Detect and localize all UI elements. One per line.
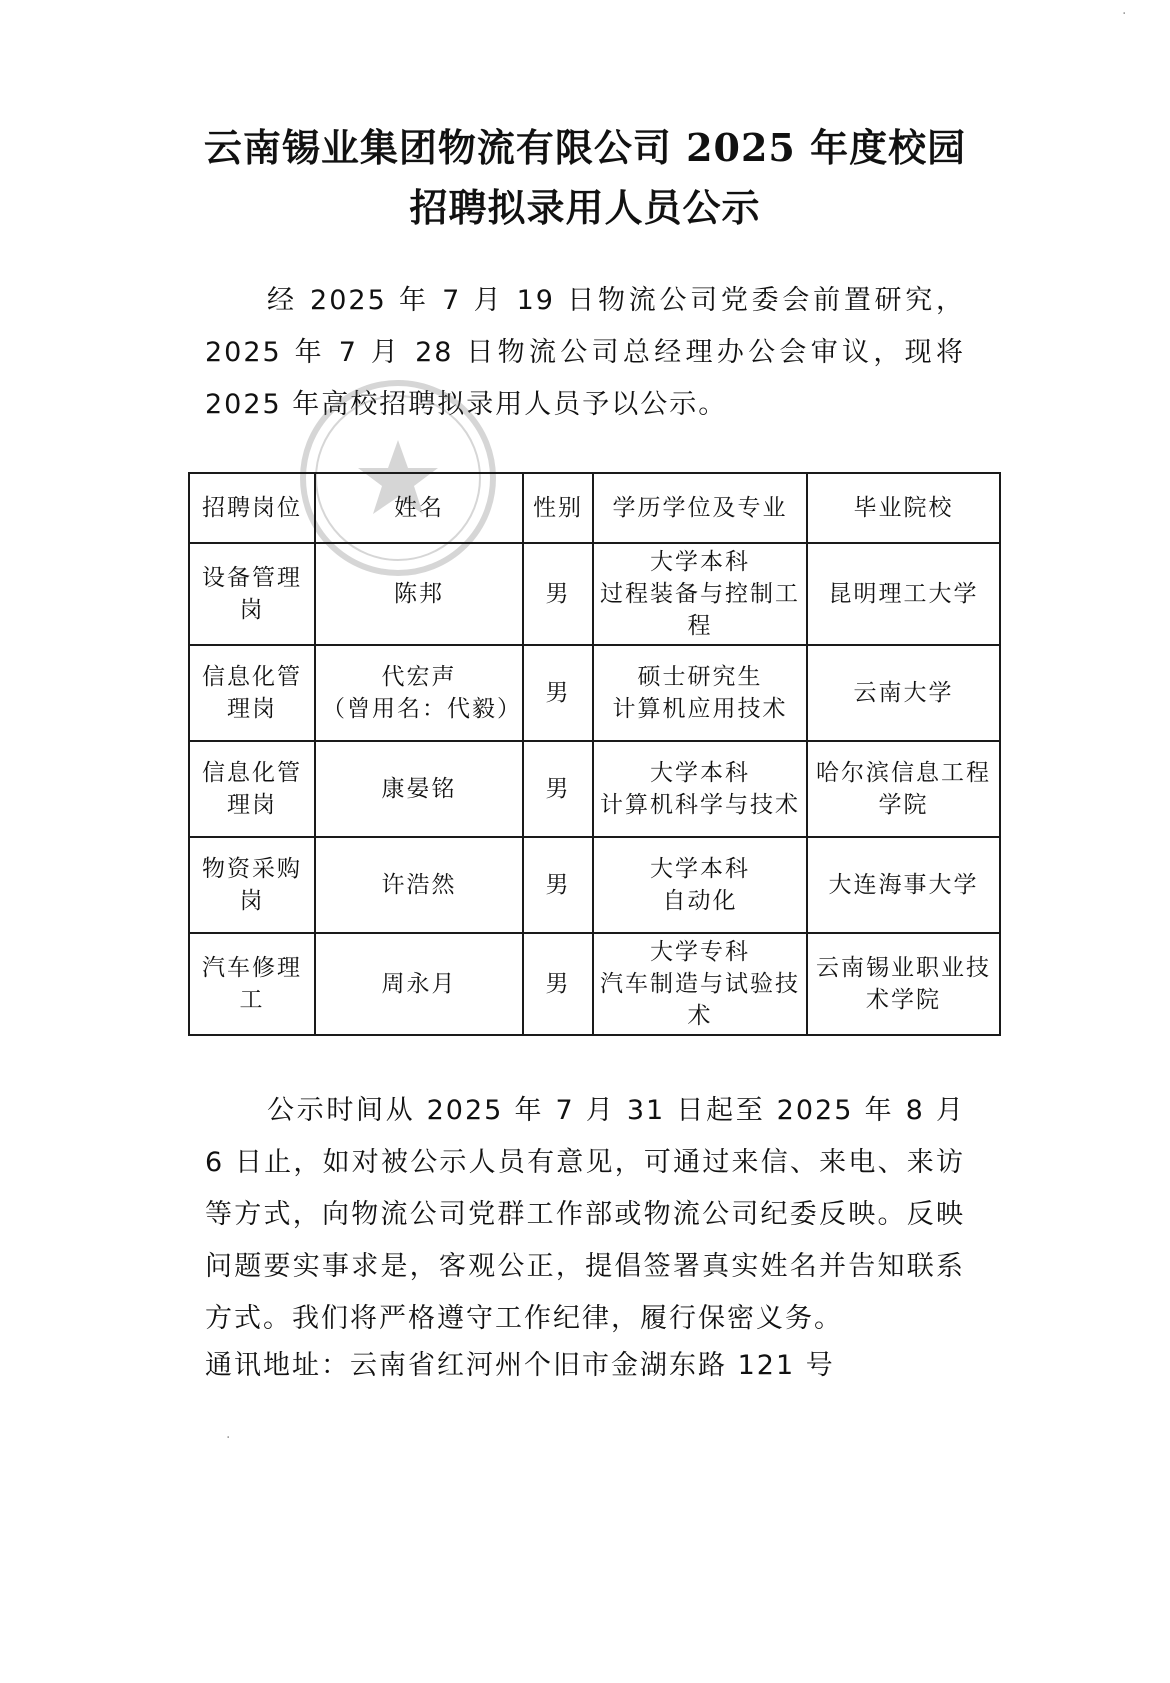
degree-text: 大学本科	[650, 549, 750, 575]
header-gender: 性别	[523, 473, 593, 543]
cell-gender: 男	[523, 543, 593, 645]
cell-gender: 男	[523, 645, 593, 741]
major-text: 汽车制造与试验技术	[600, 971, 800, 1029]
cell-name	[315, 645, 523, 741]
scan-speck: ·	[1122, 6, 1127, 22]
cell-education	[593, 837, 807, 933]
cell-education	[593, 543, 807, 645]
table-header-row	[189, 473, 1000, 543]
cell-position: 汽车修理工	[189, 933, 315, 1035]
cell-school: 昆明理工大学	[807, 543, 1000, 645]
former-name-text: （曾用名：代毅）	[322, 696, 522, 722]
table-row	[189, 741, 1000, 837]
major-text: 计算机应用技术	[612, 696, 788, 722]
major-text: 计算机科学与技术	[600, 792, 800, 818]
header-education: 学历学位及专业	[593, 473, 807, 543]
name-text: 许浩然	[381, 872, 457, 898]
table-row	[189, 933, 1000, 1035]
name-text: 康晏铭	[381, 776, 457, 802]
major-text: 自动化	[662, 888, 738, 914]
cell-gender: 男	[523, 837, 593, 933]
notice-paragraph: 公示时间从 2025 年 7 月 31 日起至 2025 年 8 月 6 日止，如对被公示人员有意见，可通过来信、来电、来访等方式，向物流公司党群工作部或物流公司纪委反映。反映问题要实事求是，客观公正，提倡签署真实姓名并告知联系方式。我们将严格遵守工作纪律，履行保密义务。	[205, 1095, 965, 1334]
header-school: 毕业院校	[807, 473, 1000, 543]
cell-school: 云南锡业职业技术学院	[807, 933, 1000, 1035]
name-text: 周永月	[381, 971, 457, 997]
cell-education	[593, 933, 807, 1035]
document-title	[0, 118, 1170, 238]
hiring-table	[188, 472, 1001, 1036]
cell-school: 云南大学	[807, 645, 1000, 741]
cell-name	[315, 933, 523, 1035]
major-text: 过程装备与控制工程	[600, 581, 800, 639]
cell-position: 物资采购岗	[189, 837, 315, 933]
table-row	[189, 543, 1000, 645]
cell-position: 信息化管理岗	[189, 741, 315, 837]
cell-name	[315, 543, 523, 645]
degree-text: 大学专科	[650, 939, 750, 965]
header-position: 招聘岗位	[189, 473, 315, 543]
scan-speck: ·	[226, 1430, 231, 1446]
degree-text: 硕士研究生	[637, 664, 763, 690]
name-text: 代宏声	[381, 664, 457, 690]
cell-name	[315, 837, 523, 933]
degree-text: 大学本科	[650, 760, 750, 786]
name-text: 陈邦	[394, 581, 444, 607]
cell-school: 哈尔滨信息工程学院	[807, 741, 1000, 837]
mailing-address: 通讯地址：云南省红河州个旧市金湖东路 121 号	[205, 1350, 835, 1381]
cell-position: 设备管理岗	[189, 543, 315, 645]
cell-gender: 男	[523, 933, 593, 1035]
cell-education	[593, 645, 807, 741]
title-line-2: 招聘拟录用人员公示	[409, 185, 761, 230]
header-name: 姓名	[315, 473, 523, 543]
table-row	[189, 645, 1000, 741]
table-row	[189, 837, 1000, 933]
cell-school: 大连海事大学	[807, 837, 1000, 933]
cell-position: 信息化管理岗	[189, 645, 315, 741]
cell-gender: 男	[523, 741, 593, 837]
cell-name	[315, 741, 523, 837]
degree-text: 大学本科	[650, 856, 750, 882]
title-line-1: 云南锡业集团物流有限公司 2025 年度校园	[203, 125, 967, 170]
intro-paragraph: 经 2025 年 7 月 19 日物流公司党委会前置研究，2025 年 7 月 28 日物流公司总经理办公会审议，现将 2025 年高校招聘拟录用人员予以公示。	[205, 285, 965, 420]
cell-education	[593, 741, 807, 837]
